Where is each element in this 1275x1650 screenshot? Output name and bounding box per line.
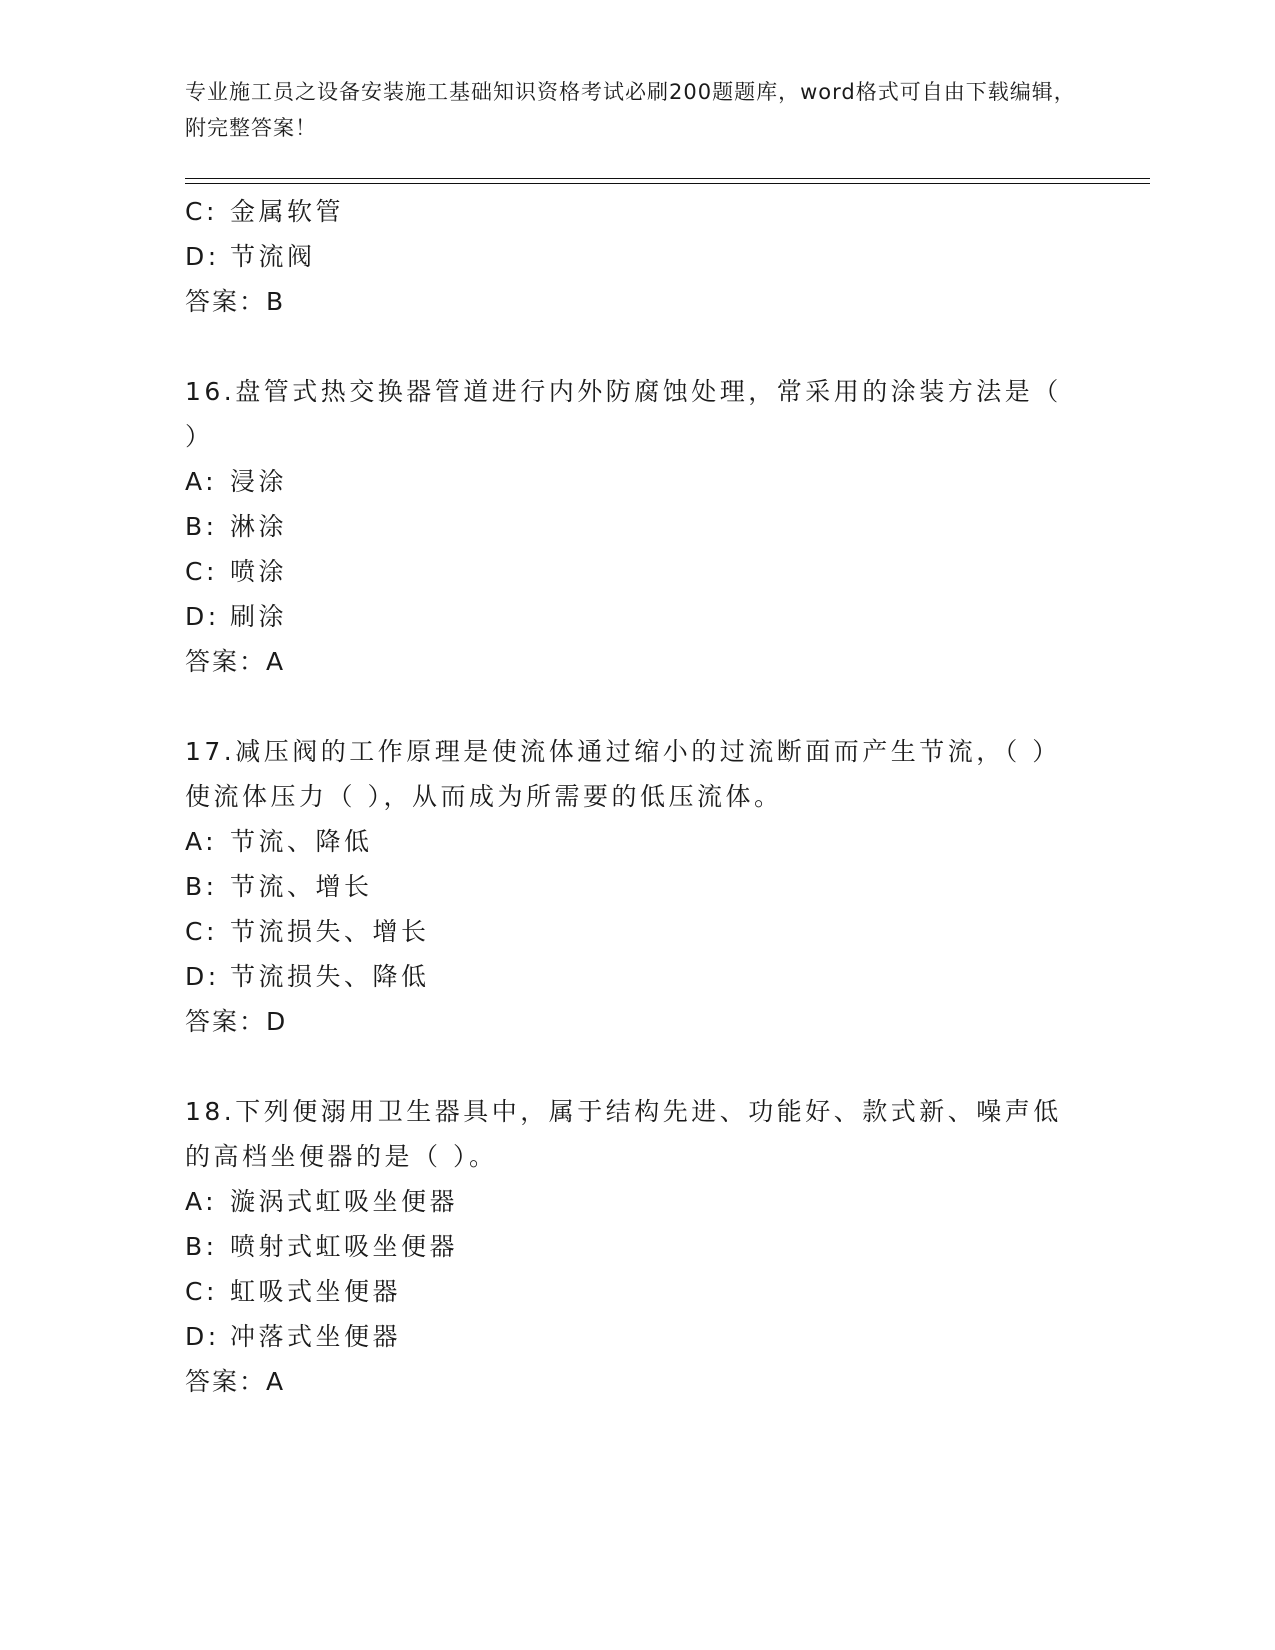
option-text: 节流阀 xyxy=(230,242,316,271)
option-text: 节流损失、降低 xyxy=(230,962,430,991)
answer-line: 答案：D xyxy=(185,1007,288,1036)
prev-question-tail xyxy=(185,189,1085,324)
option-text: 节流、降低 xyxy=(230,827,373,856)
answer-line: 答案：B xyxy=(185,287,286,316)
question-content xyxy=(185,189,1085,1404)
option-key: B: xyxy=(185,512,218,541)
option-key: A: xyxy=(185,467,218,496)
option-text: 刷涂 xyxy=(230,602,288,631)
option-line xyxy=(185,1314,1085,1359)
header-divider-bottom xyxy=(185,183,1150,184)
option-line xyxy=(185,234,1085,279)
option-key: D: xyxy=(185,242,220,271)
option-line xyxy=(185,459,1085,504)
option-line xyxy=(185,909,1085,954)
answer-line: 答案：A xyxy=(185,647,286,676)
page-header: 专业施工员之设备安装施工基础知识资格考试必刷200题题库，word格式可自由下载编辑，附完整答案！ xyxy=(185,80,1076,140)
answer-line: 答案：A xyxy=(185,1367,286,1396)
option-text: 喷射式虹吸坐便器 xyxy=(230,1232,459,1261)
option-text: 淋涂 xyxy=(230,512,288,541)
option-text: 冲落式坐便器 xyxy=(230,1322,402,1351)
option-line xyxy=(185,594,1085,639)
option-key: C: xyxy=(185,917,218,946)
question-block xyxy=(185,369,1085,684)
option-line xyxy=(185,954,1085,999)
header-divider-top xyxy=(185,178,1150,179)
option-text: 漩涡式虹吸坐便器 xyxy=(230,1187,459,1216)
option-key: A: xyxy=(185,1187,218,1216)
option-key: B: xyxy=(185,872,218,901)
option-key: C: xyxy=(185,557,218,586)
question-text: 16.盘管式热交换器管道进行内外防腐蚀处理，常采用的涂装方法是（ ） xyxy=(185,377,1062,451)
option-line xyxy=(185,504,1085,549)
option-text: 节流损失、增长 xyxy=(230,917,430,946)
option-key: D: xyxy=(185,1322,220,1351)
option-text: 金属软管 xyxy=(230,197,345,226)
question-text: 17.减压阀的工作原理是使流体通过缩小的过流断面而产生节流，（ ）使流体压力（ ），从而成为所需要的低压流体。 xyxy=(185,737,1061,811)
option-key: C: xyxy=(185,197,218,226)
option-text: 浸涂 xyxy=(230,467,288,496)
option-key: B: xyxy=(185,1232,218,1261)
option-text: 虹吸式坐便器 xyxy=(230,1277,402,1306)
option-key: D: xyxy=(185,602,220,631)
option-key: D: xyxy=(185,962,220,991)
option-text: 节流、增长 xyxy=(230,872,373,901)
option-key: C: xyxy=(185,1277,218,1306)
option-text: 喷涂 xyxy=(230,557,288,586)
option-line xyxy=(185,1269,1085,1314)
option-line xyxy=(185,549,1085,594)
option-key: A: xyxy=(185,827,218,856)
option-line xyxy=(185,819,1085,864)
option-line xyxy=(185,189,1085,234)
question-block xyxy=(185,1089,1085,1404)
option-line xyxy=(185,1179,1085,1224)
question-block xyxy=(185,729,1085,1044)
option-line xyxy=(185,864,1085,909)
question-text: 18.下列便溺用卫生器具中，属于结构先进、功能好、款式新、噪声低的高档坐便器的是（ ）。 xyxy=(185,1097,1062,1171)
option-line xyxy=(185,1224,1085,1269)
